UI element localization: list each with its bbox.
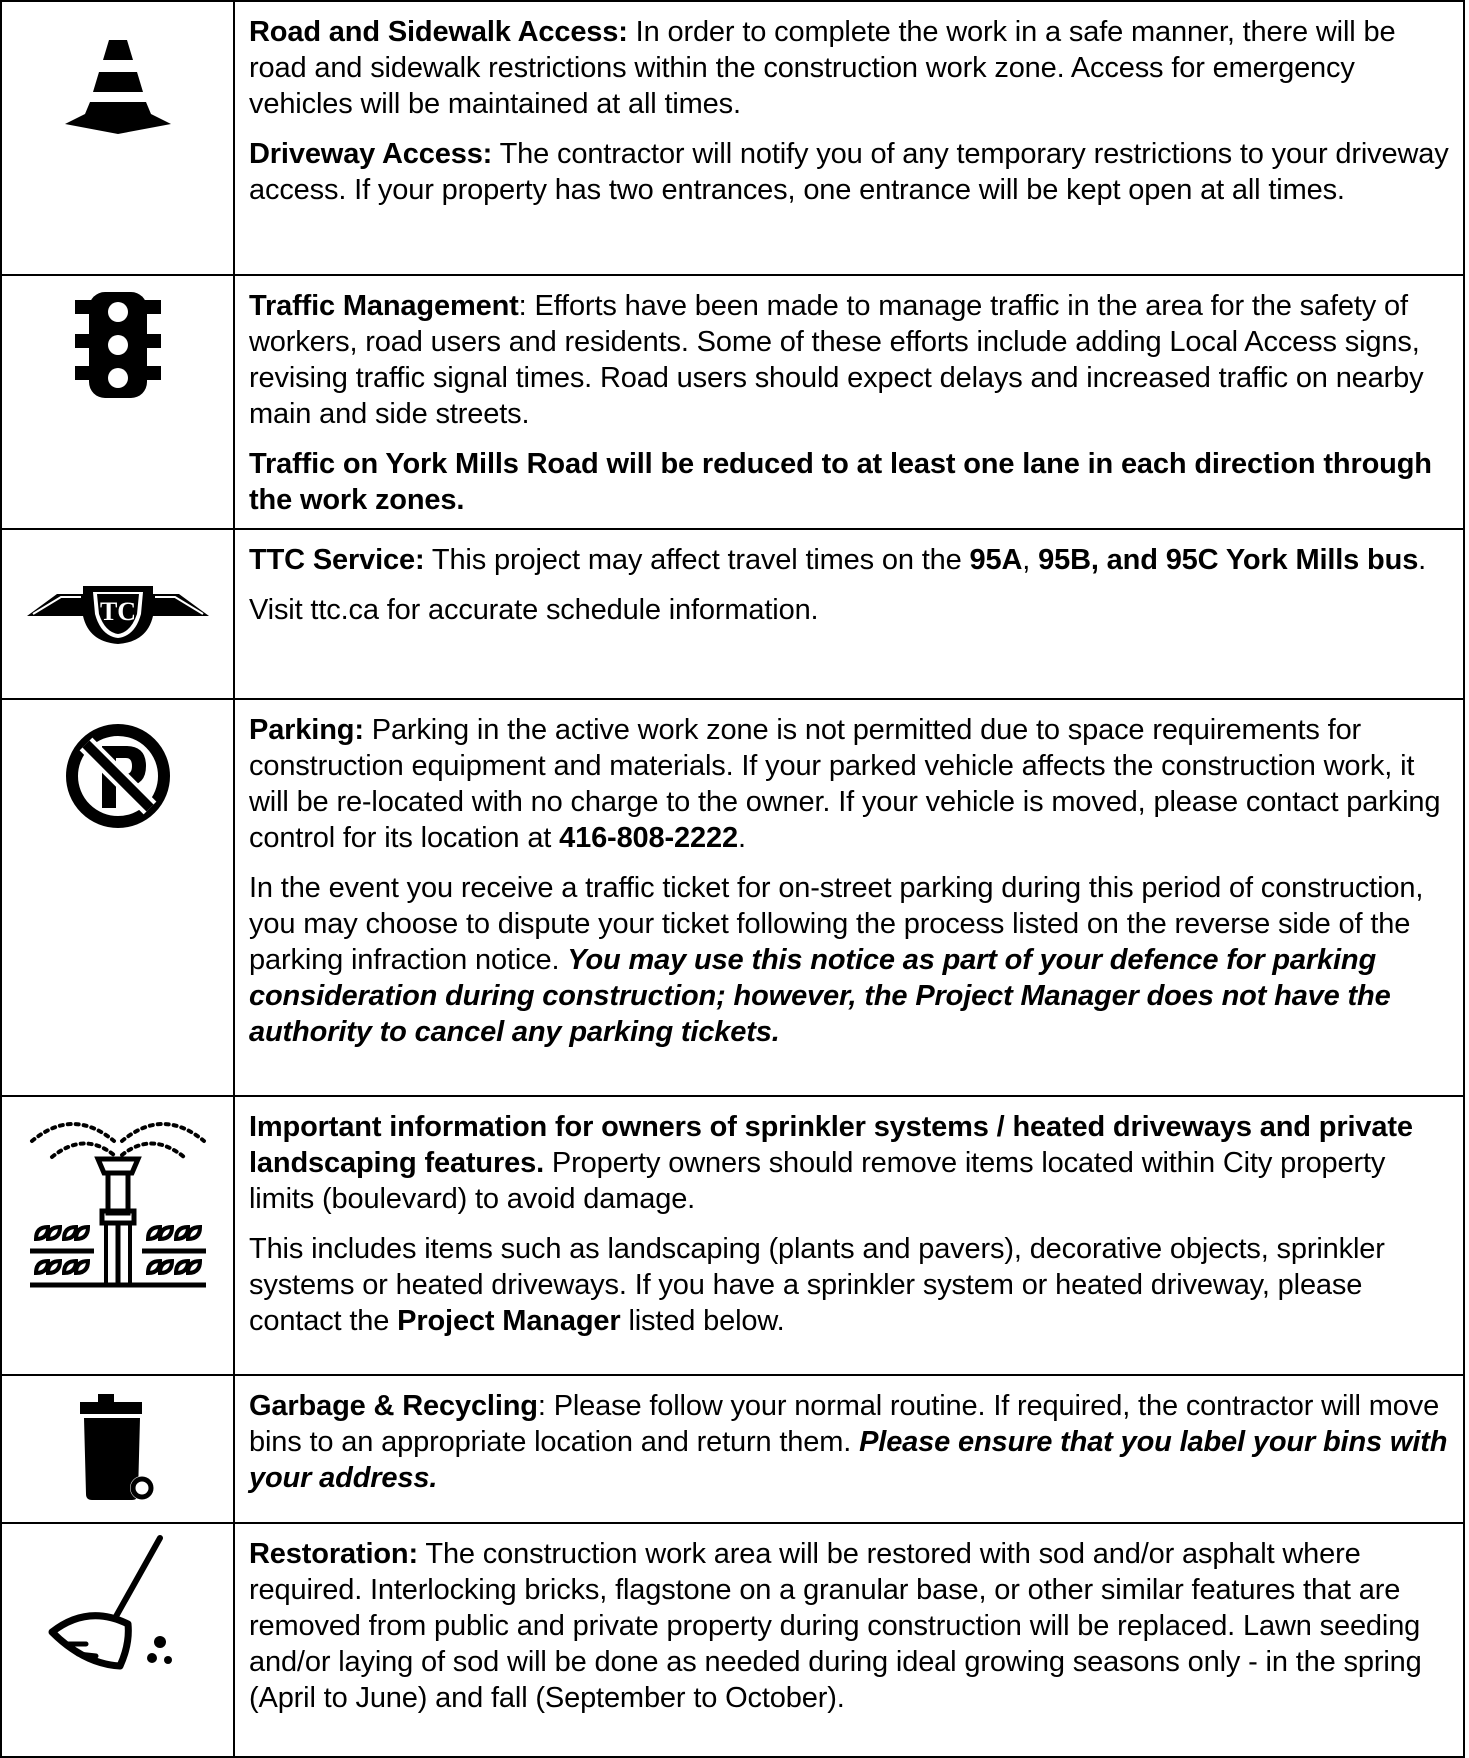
paragraph-text: The construction work area will be restored with sod and/or asphalt where required. Interlocking bricks, flagstone on a granular base, or other similar features that are removed from public and private property during construction will be replaced. Lawn seeding and/or laying of sod will be done as needed during ideal growing seasons only - in the spring (April to June) and fall (September to October). xyxy=(249,1538,1422,1714)
section-text xyxy=(234,1096,1464,1375)
section-text xyxy=(234,1375,1464,1523)
section-paragraph xyxy=(249,1388,1449,1496)
parking-control-phone: 416-808-2222 xyxy=(559,822,738,854)
broom-icon xyxy=(48,1534,188,1674)
term-garbage-recycling: Garbage & Recycling xyxy=(249,1390,538,1422)
icon-cell xyxy=(1,1,234,275)
section-paragraph xyxy=(249,446,1449,518)
section-paragraph xyxy=(249,870,1449,1050)
no-parking-icon xyxy=(64,722,172,830)
paragraph-text: : Efforts have been made to manage traffic in the area for the safety of workers, road users and residents. Some of these efforts include adding Local Access signs, revising traffic signal times. Road users should expect delays and increased traffic on nearby main and side streets. xyxy=(249,290,1424,430)
garbage-bin-icon xyxy=(78,1394,158,1502)
project-manager-label: Project Manager xyxy=(397,1305,621,1337)
section-paragraph xyxy=(249,592,1449,628)
paragraph-text: listed below. xyxy=(620,1305,785,1337)
section-restoration xyxy=(1,1523,1464,1757)
ttc-logo-icon xyxy=(23,564,213,646)
paragraph-text: . xyxy=(1418,544,1427,576)
icon-cell xyxy=(1,1375,234,1523)
paragraph-text: In order to complete the work in a safe manner, there will be road and sidewalk restrictions within the construction work zone. Access for emergency vehicles will be maintained at all times. xyxy=(249,16,1396,120)
traffic-light-icon xyxy=(73,292,163,398)
icon-cell xyxy=(1,529,234,699)
section-parking xyxy=(1,699,1464,1096)
icon-cell xyxy=(1,1523,234,1757)
route-95a: 95A xyxy=(969,544,1023,576)
term-sprinkler-info: Important information for owners of sprinkler systems / heated driveways and private landscaping features. xyxy=(249,1111,1413,1179)
term-road-sidewalk: Road and Sidewalk Access: xyxy=(249,16,628,48)
section-paragraph xyxy=(249,1231,1449,1339)
section-garbage-recycling xyxy=(1,1375,1464,1523)
paragraph-text: Traffic on York Mills Road will be reduced to at least one lane in each direction through the work zones. xyxy=(249,448,1432,516)
section-text xyxy=(234,529,1464,699)
section-traffic-management xyxy=(1,275,1464,529)
term-ttc-service: TTC Service: xyxy=(249,544,425,576)
section-paragraph xyxy=(249,136,1449,208)
section-text xyxy=(234,275,1464,529)
paragraph-text: The contractor will notify you of any temporary restrictions to your driveway access. If your property has two entrances, one entrance will be kept open at all times. xyxy=(249,138,1449,206)
section-paragraph xyxy=(249,288,1449,432)
section-paragraph xyxy=(249,712,1449,856)
icon-cell xyxy=(1,699,234,1096)
paragraph-text: : Please follow your normal routine. If required, the contractor will move bins to an appropriate location and return them. xyxy=(249,1390,1440,1458)
paragraph-text: , xyxy=(1022,544,1039,576)
paragraph-text: This includes items such as landscaping (plants and pavers), decorative objects, sprinkler systems or heated driveways. If you have a sprinkler system or heated driveway, please contact the xyxy=(249,1233,1385,1337)
paragraph-text: In the event you receive a traffic ticket for on-street parking during this period of construction, you may choose to dispute your ticket following the process listed on the reverse side of the parking infraction notice. xyxy=(249,872,1424,976)
term-restoration: Restoration: xyxy=(249,1538,418,1570)
section-text xyxy=(234,699,1464,1096)
section-paragraph xyxy=(249,1536,1449,1716)
section-paragraph xyxy=(249,542,1449,578)
term-traffic-management: Traffic Management xyxy=(249,290,519,322)
icon-cell xyxy=(1,275,234,529)
routes-95b-95c: 95B, and 95C York Mills bus xyxy=(1038,544,1419,576)
svg-text:TC: TC xyxy=(99,597,136,626)
label-bins-note: Please ensure that you label your bins with your address. xyxy=(249,1426,1448,1494)
section-road-access xyxy=(1,1,1464,275)
section-ttc-service xyxy=(1,529,1464,699)
section-sprinkler-systems xyxy=(1,1096,1464,1375)
paragraph-text: This project may affect travel times on the xyxy=(424,544,970,576)
paragraph-text: Property owners should remove items located within City property limits (boulevard) to avoid damage. xyxy=(249,1147,1386,1215)
paragraph-text: Parking in the active work zone is not permitted due to space requirements for construction equipment and materials. If your parked vehicle affects the construction work, it will be re-located with no charge to the owner. If your vehicle is moved, please contact parking control for its location at xyxy=(249,714,1441,854)
section-paragraph xyxy=(249,1109,1449,1217)
sprinkler-icon xyxy=(28,1111,208,1289)
term-driveway: Driveway Access: xyxy=(249,138,493,170)
section-paragraph xyxy=(249,14,1449,122)
section-text xyxy=(234,1523,1464,1757)
icon-cell xyxy=(1,1096,234,1375)
paragraph-text: Visit ttc.ca for accurate schedule information. xyxy=(249,594,819,626)
term-parking: Parking: xyxy=(249,714,364,746)
paragraph-text: . xyxy=(737,822,746,854)
section-text xyxy=(234,1,1464,275)
traffic-cone-icon xyxy=(63,38,173,134)
parking-defence-note: You may use this notice as part of your defence for parking consideration during construction; however, the Project Manager does not have the authority to cancel any parking tickets. xyxy=(249,944,1391,1048)
